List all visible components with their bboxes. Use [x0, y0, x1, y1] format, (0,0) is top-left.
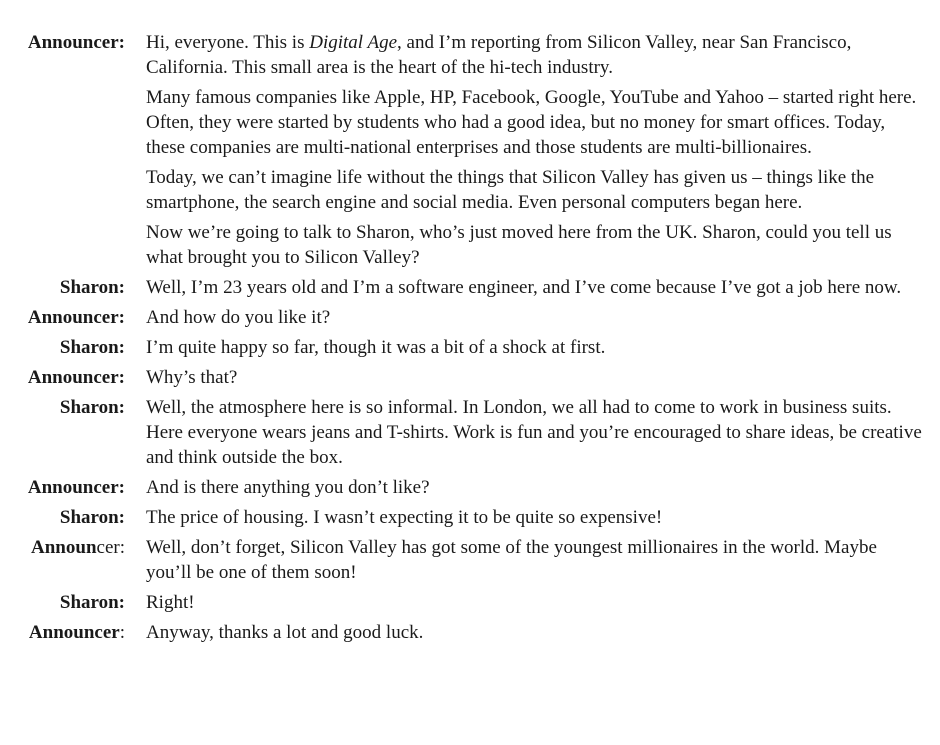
- speech-text: [146, 365, 926, 395]
- speech-paragraph: [146, 505, 926, 530]
- speech-text: [146, 275, 926, 305]
- speech-text: [146, 30, 926, 275]
- speaker-name: Announcer:: [27, 307, 125, 328]
- dialogue-turn: [0, 335, 940, 365]
- speech-paragraph: [146, 305, 926, 330]
- text-run: The price of housing. I wasn’t expecting it to be quite so expensive!: [146, 507, 663, 528]
- speech-paragraph: [146, 365, 926, 390]
- dialogue-turn: [0, 275, 940, 305]
- dialogue-turn: [0, 590, 940, 620]
- speech-paragraph: [146, 165, 926, 215]
- text-run: Now we’re going to talk to Sharon, who’s just moved here from the UK. Sharon, could you tell us what brought you to Silicon Valley?: [146, 222, 892, 268]
- text-run: Hi, everyone. This is: [146, 32, 310, 53]
- speaker-label: [0, 395, 125, 420]
- speech-paragraph: [146, 335, 926, 360]
- speech-text: [146, 475, 926, 505]
- publication-title: Digital Age: [309, 32, 398, 53]
- speech-paragraph: [146, 395, 926, 470]
- speech-paragraph: [146, 30, 926, 80]
- speech-paragraph: [146, 590, 926, 615]
- speaker-name-suffix: :: [119, 622, 125, 643]
- speaker-label: [0, 505, 125, 530]
- speech-text: [146, 505, 926, 535]
- speaker-label: [0, 30, 125, 55]
- speaker-name: Announcer:: [27, 32, 125, 53]
- text-run: Right!: [146, 592, 195, 613]
- speaker-name: Sharon:: [59, 592, 125, 613]
- text-run: And how do you like it?: [146, 307, 331, 328]
- dialogue-turn: [0, 365, 940, 395]
- speaker-name: Announcer:: [27, 477, 125, 498]
- speaker-label: [0, 335, 125, 360]
- speech-text: [146, 590, 926, 620]
- dialogue-turn: [0, 475, 940, 505]
- speaker-label: [0, 620, 125, 645]
- speaker-label: [0, 590, 125, 615]
- speaker-name: Sharon:: [59, 337, 125, 358]
- text-run: Well, don’t forget, Silicon Valley has got some of the youngest millionaires in the world. Maybe you’ll be one of them soon!: [146, 537, 877, 583]
- text-run: , and I’m reporting from Silicon Valley, near San Francisco, California. This small area is the heart of the hi-tech industry.: [146, 32, 852, 78]
- speech-text: [146, 305, 926, 335]
- speaker-name: Sharon:: [59, 397, 125, 418]
- speaker-label: [0, 365, 125, 390]
- text-run: Well, the atmosphere here is so informal. In London, we all had to come to work in business suits. Here everyone wears jeans and T-shirts. Work is fun and you’re encouraged to share ideas, be creative and think outside the box.: [146, 397, 922, 468]
- text-run: Today, we can’t imagine life without the things that Silicon Valley has given us – things like the smartphone, the search engine and social media. Even personal computers began here.: [146, 167, 875, 213]
- speaker-name: Sharon:: [59, 507, 125, 528]
- speaker-label: [0, 305, 125, 330]
- text-run: Many famous companies like Apple, HP, Facebook, Google, YouTube and Yahoo – started right here. Often, they were started by students who had a good idea, but no money for smart offices. Today, these companies are multi-national enterprises and those students are multi-billionaires.: [146, 87, 917, 158]
- speech-paragraph: [146, 85, 926, 160]
- speech-text: [146, 395, 926, 475]
- speaker-name: Announ: [31, 537, 97, 558]
- speech-text: [146, 335, 926, 365]
- speaker-name: Sharon:: [59, 277, 125, 298]
- speech-text: [146, 535, 926, 590]
- speaker-label: [0, 475, 125, 500]
- speech-paragraph: [146, 535, 926, 585]
- text-run: I’m quite happy so far, though it was a bit of a shock at first.: [146, 337, 606, 358]
- speech-paragraph: [146, 620, 926, 645]
- speaker-label: [0, 535, 125, 560]
- speaker-name: Announcer: [28, 622, 120, 643]
- speaker-name: Announcer:: [27, 367, 125, 388]
- dialogue-turn: [0, 395, 940, 475]
- speaker-label: [0, 275, 125, 300]
- text-run: And is there anything you don’t like?: [146, 477, 430, 498]
- dialogue-turn: [0, 535, 940, 590]
- speech-paragraph: [146, 475, 926, 500]
- dialogue-transcript: [0, 30, 940, 650]
- dialogue-turn: [0, 505, 940, 535]
- speech-paragraph: [146, 220, 926, 270]
- speech-paragraph: [146, 275, 926, 300]
- dialogue-turn: [0, 620, 940, 650]
- dialogue-turn: [0, 305, 940, 335]
- text-run: Well, I’m 23 years old and I’m a software engineer, and I’ve come because I’ve got a job here now.: [146, 277, 902, 298]
- text-run: Anyway, thanks a lot and good luck.: [146, 622, 424, 643]
- speech-text: [146, 620, 926, 650]
- text-run: Why’s that?: [146, 367, 238, 388]
- dialogue-turn: [0, 30, 940, 275]
- speaker-name-suffix: cer:: [96, 537, 125, 558]
